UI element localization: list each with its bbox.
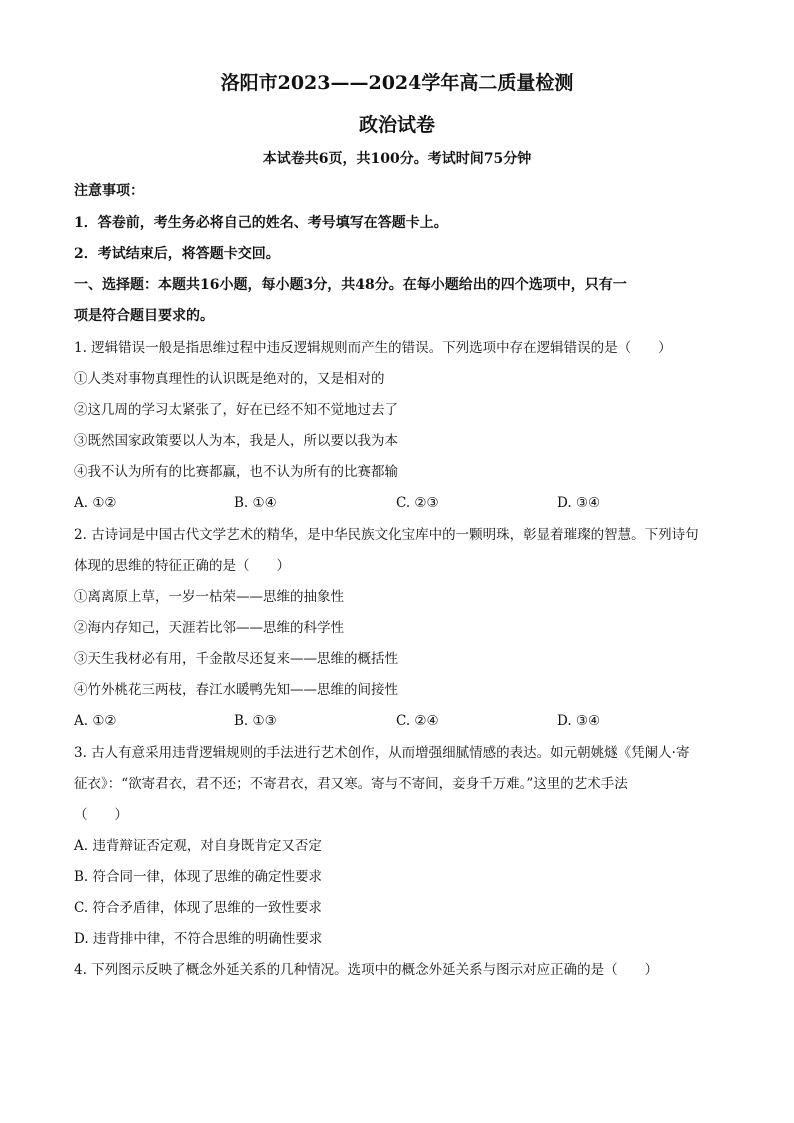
question-1-option-c: C. ②③ [396,495,439,511]
question-3-stem: 3. 古人有意采用违背逻辑规则的手法进行艺术创作，从而增强细腻情感的表达。如元朝姚燧《凭阑人·寄 [74,745,690,761]
notice-heading: 注意事项： [74,183,144,199]
question-2-statement: ③天生我材必有用，千金散尽还复来——思维的概括性 [74,651,398,667]
question-1-option-a: A. ①② [74,495,117,511]
question-1-option-d: D. ③④ [557,495,601,511]
question-3-option-c: C. 符合矛盾律，体现了思维的一致性要求 [74,900,322,916]
question-1-statement: ③既然国家政策要以人为本，我是人，所以要以我为本 [74,433,398,449]
question-3-option-a: A. 违背辩证否定观，对自身既肯定又否定 [74,838,322,854]
question-3-stem-cont: （ ） [74,807,128,823]
question-3-stem-cont: 征衣》：“欲寄君衣，君不还；不寄君衣，君又寒。寄与不寄间，妾身千万难。”这里的艺术手法 [74,776,628,792]
exam-subject: 政治试卷 [358,114,435,136]
question-1-statement: ④我不认为所有的比赛都赢，也不认为所有的比赛都输 [74,464,398,480]
question-2-option-b: B. ①③ [234,713,277,729]
section-heading-cont: 项是符合题目要求的。 [74,308,214,324]
notice-item: 1．答卷前，考生务必将自己的姓名、考号填写在答题卡上。 [74,215,448,231]
question-2-option-a: A. ①② [74,713,117,729]
question-1-statement: ①人类对事物真理性的认识既是绝对的，又是相对的 [74,371,385,387]
question-2-stem: 2. 古诗词是中国古代文学艺术的精华，是中华民族文化宝库中的一颗明珠，彰显着璀璨的智慧。下列诗句 [74,527,699,543]
question-4-stem: 4. 下列图示反映了概念外延关系的几种情况。选项中的概念外延关系与图示对应正确的是（ ） [74,962,659,978]
question-2-statement: ②海内存知己，天涯若比邻——思维的科学性 [74,620,344,636]
question-3-option-b: B. 符合同一律，体现了思维的确定性要求 [74,869,323,885]
question-2-statement: ①离离原上草，一岁一枯荣——思维的抽象性 [74,589,344,605]
question-1-option-b: B. ①④ [234,495,277,511]
exam-title: 洛阳市2023——2024学年高二质量检测 [220,72,574,94]
question-3-option-d: D. 违背排中律，不符合思维的明确性要求 [74,931,323,947]
question-1-stem: 1. 逻辑错误一般是指思维过程中违反逻辑规则而产生的错误。下列选项中存在逻辑错误的是（ ） [74,340,672,356]
exam-info: 本试卷共6页，共100分。考试时间75分钟 [262,151,532,167]
question-2-option-d: D. ③④ [557,713,601,729]
section-heading: 一、选择题：本题共16小题，每小题3分，共48分。在每小题给出的四个选项中，只有一 [74,277,627,293]
notice-item: 2．考试结束后，将答题卡交回。 [74,246,280,262]
question-2-stem-cont: 体现的思维的特征正确的是（ ） [74,558,290,574]
question-2-option-c: C. ②④ [396,713,439,729]
question-1-statement: ②这几周的学习太紧张了，好在已经不知不觉地过去了 [74,402,398,418]
question-2-statement: ④竹外桃花三两枝，春江水暖鸭先知——思维的间接性 [74,682,398,698]
